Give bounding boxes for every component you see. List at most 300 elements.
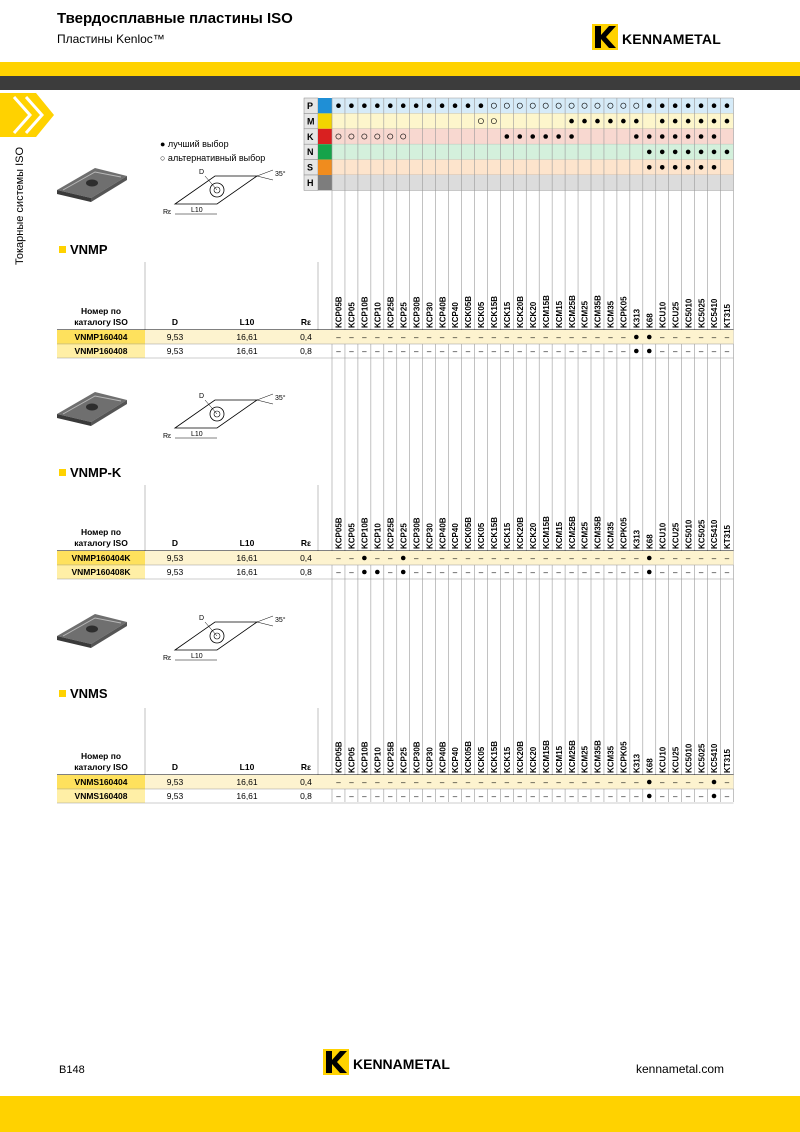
not-available-mark: – bbox=[569, 568, 574, 577]
grade-label: KCM15 bbox=[554, 745, 564, 773]
grade-label: K313 bbox=[632, 308, 642, 328]
value-l10: 16,61 bbox=[236, 332, 258, 342]
value-d: 9,53 bbox=[166, 346, 184, 356]
not-available-mark: – bbox=[608, 568, 613, 577]
not-available-mark: – bbox=[388, 568, 393, 577]
best-choice-mark bbox=[673, 103, 678, 108]
not-available-mark: – bbox=[672, 568, 678, 577]
grade-label: KCK05B bbox=[464, 740, 474, 773]
grade-label: KCP40B bbox=[438, 296, 448, 328]
value-l10: 16,61 bbox=[236, 346, 258, 356]
not-available-mark: – bbox=[517, 347, 523, 356]
best-choice-mark bbox=[712, 134, 717, 139]
best-choice-mark bbox=[660, 134, 665, 139]
value-l10: 16,61 bbox=[236, 567, 258, 577]
not-available-mark: – bbox=[608, 347, 613, 356]
not-available-mark: – bbox=[349, 333, 354, 342]
not-available-mark: – bbox=[336, 333, 341, 342]
not-available-mark: – bbox=[375, 333, 380, 342]
not-available-mark: – bbox=[685, 792, 691, 801]
not-available-mark: – bbox=[491, 778, 497, 787]
best-choice-mark bbox=[712, 794, 717, 799]
not-available-mark: – bbox=[634, 792, 639, 801]
grade-label: KCK15B bbox=[490, 740, 500, 773]
not-available-mark: – bbox=[608, 333, 613, 342]
section-title-vnms: VNMS bbox=[59, 686, 108, 701]
not-available-mark: – bbox=[504, 792, 510, 801]
not-available-mark: – bbox=[478, 778, 484, 787]
grade-label: KCP05B bbox=[334, 741, 344, 773]
header-catalog: Номер по bbox=[80, 527, 122, 537]
not-available-mark: – bbox=[400, 347, 406, 356]
not-available-mark: – bbox=[530, 792, 535, 801]
grade-label: KCK20 bbox=[528, 301, 538, 328]
not-available-mark: – bbox=[426, 347, 432, 356]
insert-schematic bbox=[163, 393, 286, 440]
not-available-mark: – bbox=[491, 554, 497, 563]
not-available-mark: – bbox=[504, 778, 510, 787]
grade-label: KCP10 bbox=[373, 523, 383, 549]
not-available-mark: – bbox=[413, 554, 419, 563]
best-choice-mark bbox=[712, 150, 717, 155]
best-choice-mark bbox=[362, 570, 367, 575]
iso-color-M bbox=[318, 113, 332, 128]
best-choice-mark bbox=[427, 103, 432, 108]
grade-label: KCK20B bbox=[515, 295, 525, 328]
best-choice-mark bbox=[556, 134, 561, 139]
table-row-bg bbox=[57, 551, 733, 565]
not-available-mark: – bbox=[478, 554, 484, 563]
header-l10: L10 bbox=[239, 762, 255, 772]
best-choice-mark bbox=[362, 103, 367, 108]
value-re: 0,4 bbox=[300, 553, 312, 563]
not-available-mark: – bbox=[426, 333, 432, 342]
not-available-mark: – bbox=[672, 347, 678, 356]
grade-label: KCP40 bbox=[451, 523, 461, 549]
grade-label: KCP40B bbox=[438, 517, 448, 549]
not-available-mark: – bbox=[724, 778, 730, 787]
value-l10: 16,61 bbox=[236, 791, 258, 801]
best-choice-mark bbox=[686, 119, 691, 124]
dimension-re-label: Rε bbox=[163, 655, 172, 662]
best-choice-mark bbox=[647, 794, 652, 799]
not-available-mark: – bbox=[595, 778, 600, 787]
not-available-mark: – bbox=[698, 333, 704, 342]
not-available-mark: – bbox=[465, 347, 471, 356]
grade-label: K68 bbox=[645, 758, 655, 773]
header-catalog: каталогу ISO bbox=[74, 538, 128, 548]
iso-code-K: K bbox=[307, 131, 314, 142]
dimension-angle-label: 35° bbox=[275, 395, 286, 402]
not-available-mark: – bbox=[349, 347, 354, 356]
best-choice-mark bbox=[712, 119, 717, 124]
insert-schematic bbox=[163, 169, 286, 216]
not-available-mark: – bbox=[517, 568, 523, 577]
grade-label: KCK05 bbox=[477, 746, 487, 773]
best-choice-mark bbox=[349, 103, 354, 108]
not-available-mark: – bbox=[569, 778, 574, 787]
grade-label: KCP05 bbox=[347, 747, 357, 773]
insert-photo bbox=[57, 392, 127, 426]
not-available-mark: – bbox=[439, 778, 445, 787]
best-choice-mark bbox=[660, 165, 665, 170]
catalog-number: VNMP160408 bbox=[74, 346, 128, 356]
grade-label: KCP25B bbox=[386, 741, 396, 773]
not-available-mark: – bbox=[439, 792, 445, 801]
best-choice-mark bbox=[401, 556, 406, 561]
best-choice-mark bbox=[673, 119, 678, 124]
not-available-mark: – bbox=[452, 333, 458, 342]
not-available-mark: – bbox=[569, 347, 574, 356]
dimension-d-label: D bbox=[199, 615, 205, 622]
best-choice-mark bbox=[660, 119, 665, 124]
not-available-mark: – bbox=[672, 333, 678, 342]
grade-label: KCM35 bbox=[606, 521, 616, 549]
not-available-mark: – bbox=[543, 568, 548, 577]
grade-label: KCP10 bbox=[373, 302, 383, 328]
not-available-mark: – bbox=[621, 778, 626, 787]
not-available-mark: – bbox=[672, 778, 678, 787]
value-re: 0,4 bbox=[300, 332, 312, 342]
grade-label: KCU10 bbox=[658, 522, 668, 549]
not-available-mark: – bbox=[543, 792, 548, 801]
not-available-mark: – bbox=[439, 554, 445, 563]
grade-label: KCP10B bbox=[360, 741, 370, 773]
grade-label: KCK15B bbox=[490, 295, 500, 328]
grade-label: KCP40 bbox=[451, 747, 461, 773]
not-available-mark: – bbox=[426, 778, 432, 787]
dimension-d-label: D bbox=[199, 169, 205, 176]
best-choice-mark bbox=[608, 119, 613, 124]
grade-label: KCP05 bbox=[347, 302, 357, 328]
not-available-mark: – bbox=[336, 554, 341, 563]
dimension-l10-label: L10 bbox=[191, 431, 203, 438]
grade-label: KCP25 bbox=[399, 523, 409, 549]
best-choice-mark bbox=[686, 165, 691, 170]
kennametal-footer-logo bbox=[323, 1049, 463, 1080]
not-available-mark: – bbox=[439, 333, 445, 342]
grade-label: KCM35 bbox=[606, 300, 616, 328]
not-available-mark: – bbox=[556, 554, 561, 563]
dimension-l10-label: L10 bbox=[191, 653, 203, 660]
grade-label: KCU10 bbox=[658, 301, 668, 328]
header-l10: L10 bbox=[239, 317, 255, 327]
not-available-mark: – bbox=[336, 568, 341, 577]
best-choice-mark bbox=[725, 119, 730, 124]
grade-label: KCM35B bbox=[593, 740, 603, 773]
footer-yellow-band bbox=[0, 1096, 800, 1132]
grade-label: KT315 bbox=[723, 524, 733, 549]
grade-label: KCP05 bbox=[347, 523, 357, 549]
not-available-mark: – bbox=[595, 554, 600, 563]
header-catalog: каталогу ISO bbox=[74, 762, 128, 772]
not-available-mark: – bbox=[556, 778, 561, 787]
best-choice-mark bbox=[699, 134, 704, 139]
page-title: Твердосплавные пластины ISO bbox=[57, 10, 293, 27]
best-choice-mark bbox=[712, 780, 717, 785]
not-available-mark: – bbox=[711, 333, 717, 342]
best-choice-mark bbox=[686, 103, 691, 108]
grade-label: KCM15 bbox=[554, 300, 564, 328]
grade-label: KCK15 bbox=[503, 746, 513, 773]
not-available-mark: – bbox=[582, 554, 587, 563]
not-available-mark: – bbox=[530, 554, 535, 563]
value-d: 9,53 bbox=[166, 567, 184, 577]
not-available-mark: – bbox=[608, 778, 613, 787]
best-choice-mark bbox=[647, 335, 652, 340]
not-available-mark: – bbox=[400, 333, 406, 342]
best-choice-mark bbox=[686, 134, 691, 139]
not-available-mark: – bbox=[634, 554, 639, 563]
not-available-mark: – bbox=[517, 554, 523, 563]
value-re: 0,8 bbox=[300, 346, 312, 356]
grade-label: KC5010 bbox=[684, 298, 694, 328]
not-available-mark: – bbox=[504, 568, 510, 577]
dimension-re-label: Rε bbox=[163, 209, 172, 216]
catalog-number: VNMS160404 bbox=[74, 777, 128, 787]
dimension-line bbox=[257, 394, 273, 400]
best-choice-mark bbox=[530, 134, 535, 139]
best-choice-mark bbox=[699, 165, 704, 170]
not-available-mark: – bbox=[504, 347, 510, 356]
grade-label: KCM35B bbox=[593, 295, 603, 328]
not-available-mark: – bbox=[491, 792, 497, 801]
not-available-mark: – bbox=[362, 792, 367, 801]
best-choice-mark bbox=[712, 103, 717, 108]
not-available-mark: – bbox=[349, 568, 354, 577]
not-available-mark: – bbox=[724, 554, 730, 563]
grade-label: KCU25 bbox=[671, 522, 681, 549]
grade-label: KCM25 bbox=[580, 300, 590, 328]
not-available-mark: – bbox=[672, 554, 678, 563]
not-available-mark: – bbox=[491, 347, 497, 356]
grade-label: KCK20 bbox=[528, 522, 538, 549]
not-available-mark: – bbox=[465, 778, 471, 787]
value-l10: 16,61 bbox=[236, 777, 258, 787]
not-available-mark: – bbox=[698, 347, 704, 356]
value-d: 9,53 bbox=[166, 553, 184, 563]
grade-label: K313 bbox=[632, 529, 642, 549]
not-available-mark: – bbox=[569, 554, 574, 563]
header-d: D bbox=[171, 317, 179, 327]
not-available-mark: – bbox=[336, 778, 341, 787]
insert-hole bbox=[86, 404, 98, 411]
iso-color-S bbox=[318, 160, 332, 175]
not-available-mark: – bbox=[724, 568, 730, 577]
not-available-mark: – bbox=[595, 333, 600, 342]
grade-label: KC5010 bbox=[684, 519, 694, 549]
not-available-mark: – bbox=[465, 792, 471, 801]
grade-label: KCP30B bbox=[412, 296, 422, 328]
grade-label: KCP30 bbox=[425, 523, 435, 549]
best-choice-mark bbox=[725, 150, 730, 155]
not-available-mark: – bbox=[530, 347, 535, 356]
not-available-mark: – bbox=[582, 333, 587, 342]
best-choice-mark bbox=[647, 780, 652, 785]
not-available-mark: – bbox=[375, 778, 380, 787]
not-available-mark: – bbox=[413, 333, 419, 342]
section-title-vnmp: VNMP bbox=[59, 242, 108, 257]
best-choice-mark bbox=[686, 150, 691, 155]
best-choice-mark bbox=[621, 119, 626, 124]
not-available-mark: – bbox=[698, 568, 704, 577]
not-available-mark: – bbox=[452, 347, 458, 356]
side-section-label: Токарные системы ISO bbox=[14, 146, 26, 265]
best-choice-mark bbox=[634, 119, 639, 124]
grade-label: KCK20B bbox=[515, 740, 525, 773]
not-available-mark: – bbox=[478, 792, 484, 801]
grade-label: KCM15B bbox=[541, 295, 551, 328]
not-available-mark: – bbox=[375, 347, 380, 356]
iso-code-M: M bbox=[307, 116, 315, 127]
not-available-mark: – bbox=[685, 347, 691, 356]
grade-label: KCM35 bbox=[606, 745, 616, 773]
not-available-mark: – bbox=[595, 568, 600, 577]
not-available-mark: – bbox=[517, 792, 523, 801]
not-available-mark: – bbox=[465, 568, 471, 577]
not-available-mark: – bbox=[478, 333, 484, 342]
not-available-mark: – bbox=[439, 568, 445, 577]
best-choice-mark bbox=[712, 165, 717, 170]
best-choice-mark bbox=[647, 165, 652, 170]
grade-label: KCP10 bbox=[373, 747, 383, 773]
best-choice-mark bbox=[660, 103, 665, 108]
best-choice-mark bbox=[401, 103, 406, 108]
insert-schematic bbox=[163, 615, 286, 662]
not-available-mark: – bbox=[530, 568, 535, 577]
best-choice-mark bbox=[725, 103, 730, 108]
grade-label: K313 bbox=[632, 753, 642, 773]
not-available-mark: – bbox=[672, 792, 678, 801]
best-choice-mark bbox=[699, 119, 704, 124]
best-choice-mark bbox=[595, 119, 600, 124]
grade-label: KCK05 bbox=[477, 522, 487, 549]
not-available-mark: – bbox=[543, 347, 548, 356]
grade-label: KCM15 bbox=[554, 521, 564, 549]
not-available-mark: – bbox=[608, 792, 613, 801]
best-choice-mark bbox=[543, 134, 548, 139]
grade-label: K68 bbox=[645, 534, 655, 549]
not-available-mark: – bbox=[724, 333, 730, 342]
not-available-mark: – bbox=[685, 778, 691, 787]
not-available-mark: – bbox=[478, 568, 484, 577]
not-available-mark: – bbox=[595, 792, 600, 801]
not-available-mark: – bbox=[349, 778, 354, 787]
insert-hole bbox=[86, 626, 98, 633]
grade-label: KC5025 bbox=[697, 519, 707, 549]
not-available-mark: – bbox=[543, 333, 548, 342]
grade-label: KCP30B bbox=[412, 741, 422, 773]
not-available-mark: – bbox=[556, 347, 561, 356]
not-available-mark: – bbox=[685, 554, 691, 563]
grade-label: K68 bbox=[645, 313, 655, 328]
grade-label: KCP10B bbox=[360, 296, 370, 328]
not-available-mark: – bbox=[621, 792, 626, 801]
grade-label: KC5410 bbox=[710, 519, 720, 549]
not-available-mark: – bbox=[556, 792, 561, 801]
not-available-mark: – bbox=[698, 554, 704, 563]
not-available-mark: – bbox=[634, 778, 639, 787]
not-available-mark: – bbox=[388, 792, 393, 801]
not-available-mark: – bbox=[685, 333, 691, 342]
best-choice-mark bbox=[647, 150, 652, 155]
dimension-angle-label: 35° bbox=[275, 171, 286, 178]
not-available-mark: – bbox=[582, 792, 587, 801]
not-available-mark: – bbox=[491, 333, 497, 342]
best-choice-mark bbox=[647, 570, 652, 575]
not-available-mark: – bbox=[569, 792, 574, 801]
header-d: D bbox=[171, 762, 179, 772]
not-available-mark: – bbox=[659, 333, 665, 342]
grade-label: KCP30 bbox=[425, 302, 435, 328]
dimension-re-label: Rε bbox=[163, 433, 172, 440]
not-available-mark: – bbox=[400, 792, 406, 801]
grade-label: KCP40 bbox=[451, 302, 461, 328]
grade-label: KC5410 bbox=[710, 743, 720, 773]
grade-label: KCU25 bbox=[671, 301, 681, 328]
value-re: 0,8 bbox=[300, 791, 312, 801]
iso-color-P bbox=[318, 98, 332, 113]
value-re: 0,4 bbox=[300, 777, 312, 787]
grade-label: KCP30B bbox=[412, 517, 422, 549]
brand-wordmark: KENNAMETAL bbox=[353, 1056, 450, 1072]
not-available-mark: – bbox=[659, 568, 665, 577]
not-available-mark: – bbox=[659, 554, 665, 563]
best-choice-mark bbox=[647, 103, 652, 108]
not-available-mark: – bbox=[388, 347, 393, 356]
grade-label: KCK05 bbox=[477, 301, 487, 328]
grade-label: KC5025 bbox=[697, 298, 707, 328]
insert-outline bbox=[175, 622, 257, 650]
grade-label: KCP25 bbox=[399, 747, 409, 773]
best-choice-mark bbox=[375, 103, 380, 108]
not-available-mark: – bbox=[452, 778, 458, 787]
best-choice-mark bbox=[634, 134, 639, 139]
not-available-mark: – bbox=[582, 778, 587, 787]
value-d: 9,53 bbox=[166, 332, 184, 342]
grade-label: KCM15B bbox=[541, 516, 551, 549]
grade-label: KCP05B bbox=[334, 296, 344, 328]
dimension-line bbox=[257, 400, 273, 404]
not-available-mark: – bbox=[711, 554, 717, 563]
best-choice-mark bbox=[699, 150, 704, 155]
iso-color-K bbox=[318, 129, 332, 144]
best-choice-mark bbox=[673, 165, 678, 170]
best-choice-mark bbox=[569, 134, 574, 139]
not-available-mark: – bbox=[698, 792, 704, 801]
not-available-mark: – bbox=[400, 778, 406, 787]
not-available-mark: – bbox=[569, 333, 574, 342]
not-available-mark: – bbox=[336, 792, 341, 801]
not-available-mark: – bbox=[362, 778, 367, 787]
best-choice-mark bbox=[660, 150, 665, 155]
not-available-mark: – bbox=[621, 554, 626, 563]
iso-row-bg-H bbox=[332, 175, 733, 190]
not-available-mark: – bbox=[530, 333, 535, 342]
page-subtitle: Пластины Kenloc™ bbox=[57, 32, 165, 46]
not-available-mark: – bbox=[543, 554, 548, 563]
grade-label: KCM25B bbox=[567, 295, 577, 328]
best-choice-mark bbox=[388, 103, 393, 108]
website-link[interactable]: kennametal.com bbox=[636, 1062, 725, 1076]
grade-label: KT315 bbox=[723, 748, 733, 773]
best-choice-mark bbox=[673, 134, 678, 139]
best-choice-mark bbox=[440, 103, 445, 108]
header-catalog: каталогу ISO bbox=[74, 317, 128, 327]
grade-label: KC5025 bbox=[697, 743, 707, 773]
not-available-mark: – bbox=[698, 778, 704, 787]
grade-label: KCK20B bbox=[515, 516, 525, 549]
